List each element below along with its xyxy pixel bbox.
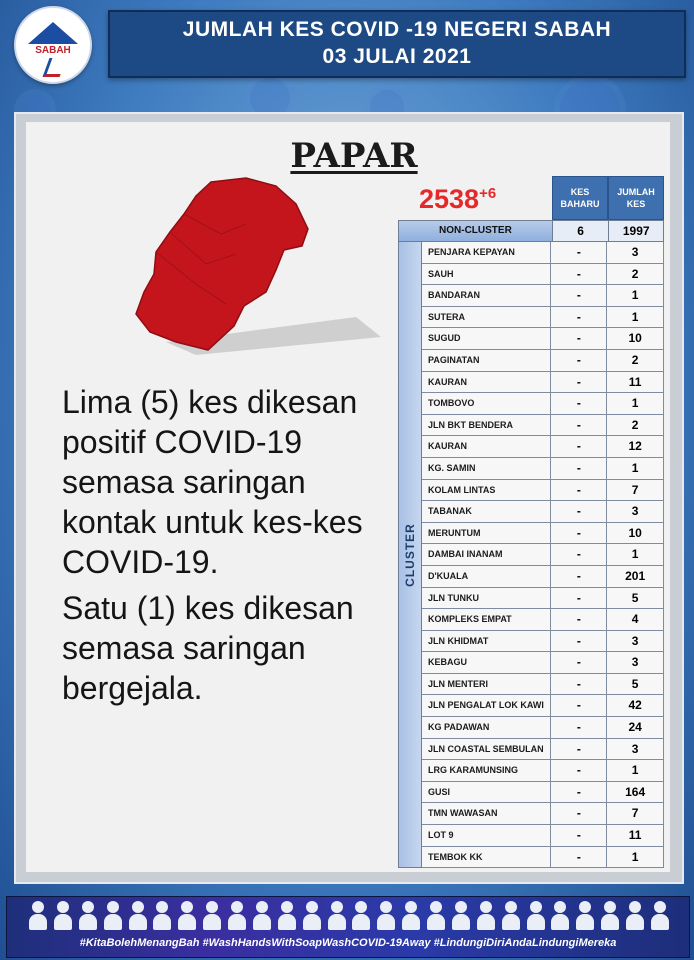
panel-content: [26, 122, 670, 872]
narrative-paragraph-2: Satu (1) kes dikesan semasa saringan bergejala.: [62, 590, 354, 706]
person-icon: [601, 899, 619, 931]
person-icon: [153, 899, 171, 931]
report-date: 03 JULAI 2021: [322, 45, 472, 68]
cluster-new: -: [551, 264, 607, 285]
cluster-new: -: [551, 847, 607, 868]
person-icon: [352, 899, 370, 931]
table-row: [422, 480, 663, 502]
cluster-total: 1: [631, 849, 639, 864]
cluster-name: JLN KHIDMAT: [422, 631, 551, 652]
cluster-name: PAGINATAN: [422, 350, 551, 371]
cluster-new: -: [551, 307, 607, 328]
cluster-new: -: [551, 458, 607, 479]
cluster-name: TABANAK: [422, 501, 551, 522]
cluster-name: JLN COASTAL SEMBULAN: [422, 739, 551, 760]
cluster-name: DAMBAI INANAM: [422, 544, 551, 565]
cluster-new: -: [551, 695, 607, 716]
new-increment: +6: [479, 185, 497, 202]
cluster-name: SAUH: [422, 264, 551, 285]
table-row: [422, 609, 663, 631]
table-header: [398, 176, 664, 220]
cluster-name: LRG KARAMUNSING: [422, 760, 551, 781]
table-row: [422, 782, 663, 804]
cluster-name: TMN WAWASAN: [422, 803, 551, 824]
cluster-total: 2: [631, 417, 639, 432]
table-row: [422, 825, 663, 847]
cluster-total: 12: [628, 439, 642, 454]
table-row: [422, 436, 663, 458]
cluster-new: -: [551, 285, 607, 306]
papar-map-shape: [136, 178, 308, 350]
cluster-section: [398, 242, 664, 868]
swoosh-icon: [43, 58, 67, 77]
page-title: JUMLAH KES COVID -19 NEGERI SABAH: [182, 18, 612, 41]
cluster-new: -: [551, 739, 607, 760]
person-icon: [626, 899, 644, 931]
cluster-new: -: [551, 631, 607, 652]
table-row: [422, 458, 663, 480]
cluster-total: 2: [631, 352, 639, 367]
cluster-total: 1: [631, 396, 639, 411]
cluster-new: -: [551, 717, 607, 738]
cluster-name: D'KUALA: [422, 566, 551, 587]
cluster-new: -: [551, 328, 607, 349]
logo-text: SABAH: [35, 45, 71, 56]
cluster-total: 10: [628, 331, 642, 346]
person-icon: [527, 899, 545, 931]
cluster-total: 3: [631, 655, 639, 670]
table-row: [422, 242, 663, 264]
table-row: [422, 307, 663, 329]
table-row: [422, 717, 663, 739]
table-row: [422, 695, 663, 717]
person-icon: [303, 899, 321, 931]
cluster-new: -: [551, 372, 607, 393]
cluster-total: 24: [628, 720, 642, 735]
cluster-new: -: [551, 588, 607, 609]
cluster-name: JLN TUNKU: [422, 588, 551, 609]
person-icon: [278, 899, 296, 931]
cluster-name: BANDARAN: [422, 285, 551, 306]
cluster-table: [398, 176, 664, 868]
person-icon: [104, 899, 122, 931]
cluster-total: 5: [631, 676, 639, 691]
cluster-new: -: [551, 480, 607, 501]
cluster-name: KOMPLEKS EMPAT: [422, 609, 551, 630]
cluster-total: 3: [631, 633, 639, 648]
cluster-new: -: [551, 350, 607, 371]
cluster-name: PENJARA KEPAYAN: [422, 242, 551, 263]
narrative-paragraph-1: Lima (5) kes dikesan positif COVID-19 semasa saringan kontak untuk kes-kes COVID-19.: [62, 384, 363, 580]
cluster-total: 7: [631, 482, 639, 497]
cluster-total: 3: [631, 245, 639, 259]
cluster-name: GUSI: [422, 782, 551, 803]
table-row: [422, 264, 663, 286]
col-header-new: KES BAHARU: [552, 176, 608, 220]
cluster-total: 201: [625, 568, 646, 583]
table-row: [422, 739, 663, 761]
table-row: [422, 847, 663, 869]
cluster-new: -: [551, 652, 607, 673]
cluster-total: 1: [631, 288, 639, 303]
district-map: [126, 174, 316, 364]
cluster-total: 1: [631, 460, 639, 475]
cluster-new: -: [551, 436, 607, 457]
person-icon: [576, 899, 594, 931]
table-row: [422, 631, 663, 653]
cluster-total: 1: [631, 547, 639, 562]
person-icon: [54, 899, 72, 931]
person-icon: [253, 899, 271, 931]
table-row: [422, 350, 663, 372]
table-row: [422, 803, 663, 825]
cluster-new: -: [551, 393, 607, 414]
cluster-total: 11: [628, 828, 642, 843]
cluster-new: -: [551, 803, 607, 824]
cluster-name: TEMBOK KK: [422, 847, 551, 868]
cluster-rows: [422, 242, 664, 868]
cluster-name: JLN MENTERI: [422, 674, 551, 695]
cluster-name: MERUNTUM: [422, 523, 551, 544]
person-icon: [178, 899, 196, 931]
cluster-new: -: [551, 609, 607, 630]
cluster-total: 164: [625, 784, 646, 799]
cluster-name: KAURAN: [422, 372, 551, 393]
person-icon: [477, 899, 495, 931]
cluster-name: KG PADAWAN: [422, 717, 551, 738]
person-icon: [502, 899, 520, 931]
cluster-total: 7: [631, 806, 639, 821]
person-icon: [203, 899, 221, 931]
person-icon: [452, 899, 470, 931]
person-icon: [651, 899, 669, 931]
hashtags: #KitaBolehMenangBah #WashHandsWithSoapWashCOVID-19Away #LindungiDiriAndaLindungiMereka: [79, 937, 617, 949]
mountain-icon: [28, 22, 78, 44]
person-icon: [328, 899, 346, 931]
cluster-name: KAURAN: [422, 436, 551, 457]
footer-banner: [6, 896, 690, 958]
cluster-total: 3: [631, 741, 639, 756]
cluster-name: JLN PENGALAT LOK KAWI: [422, 695, 551, 716]
cluster-name: SUGUD: [422, 328, 551, 349]
person-icon: [228, 899, 246, 931]
person-icon: [377, 899, 395, 931]
cluster-total: 5: [631, 590, 639, 605]
table-row: [422, 501, 663, 523]
cluster-total: 10: [628, 525, 642, 540]
cluster-new: -: [551, 760, 607, 781]
table-row: [422, 544, 663, 566]
table-row: [422, 523, 663, 545]
cluster-total: 3: [631, 504, 639, 519]
table-row: [422, 328, 663, 350]
person-icon: [79, 899, 97, 931]
cluster-total: 1: [631, 309, 639, 324]
people-icons-row: [29, 899, 669, 933]
table-row: [422, 674, 663, 696]
non-cluster-new: 6: [553, 221, 610, 241]
col-header-total: JUMLAH KES: [608, 176, 664, 220]
cluster-total: 11: [628, 374, 642, 389]
cluster-new: -: [551, 523, 607, 544]
cluster-name: SUTERA: [422, 307, 551, 328]
sabah-logo: [14, 6, 92, 84]
person-icon: [402, 899, 420, 931]
cluster-new: -: [551, 825, 607, 846]
cluster-total: 2: [631, 266, 639, 281]
non-cluster-label: NON-CLUSTER: [399, 221, 553, 241]
cluster-name: KG. SAMIN: [422, 458, 551, 479]
cluster-name: KEBAGU: [422, 652, 551, 673]
table-row: [422, 588, 663, 610]
table-row: [422, 652, 663, 674]
cluster-new: -: [551, 674, 607, 695]
table-row: [422, 285, 663, 307]
cluster-name: KOLAM LINTAS: [422, 480, 551, 501]
cluster-side-label: [398, 242, 422, 868]
non-cluster-total: 1997: [609, 221, 663, 241]
table-row: [422, 372, 663, 394]
cluster-name: TOMBOVO: [422, 393, 551, 414]
cluster-total: 4: [631, 612, 639, 627]
cluster-new: -: [551, 415, 607, 436]
cluster-label-text: CLUSTER: [403, 522, 417, 587]
cluster-new: -: [551, 501, 607, 522]
non-cluster-row: [398, 220, 664, 242]
table-row: [422, 566, 663, 588]
total-cases: 2538: [419, 184, 480, 214]
cluster-new: -: [551, 544, 607, 565]
table-row: [422, 760, 663, 782]
title-banner: [108, 10, 686, 78]
cluster-name: LOT 9: [422, 825, 551, 846]
person-icon: [129, 899, 147, 931]
table-row: [422, 393, 663, 415]
cluster-new: -: [551, 242, 607, 263]
table-row: [422, 415, 663, 437]
cluster-new: -: [551, 566, 607, 587]
cluster-total: 42: [628, 698, 642, 713]
person-icon: [551, 899, 569, 931]
district-name: PAPAR: [290, 136, 418, 176]
cluster-new: -: [551, 782, 607, 803]
cluster-total: 1: [631, 763, 639, 778]
narrative-text: [62, 382, 382, 714]
cluster-name: JLN BKT BENDERA: [422, 415, 551, 436]
main-panel: [14, 112, 684, 884]
person-icon: [29, 899, 47, 931]
person-icon: [427, 899, 445, 931]
